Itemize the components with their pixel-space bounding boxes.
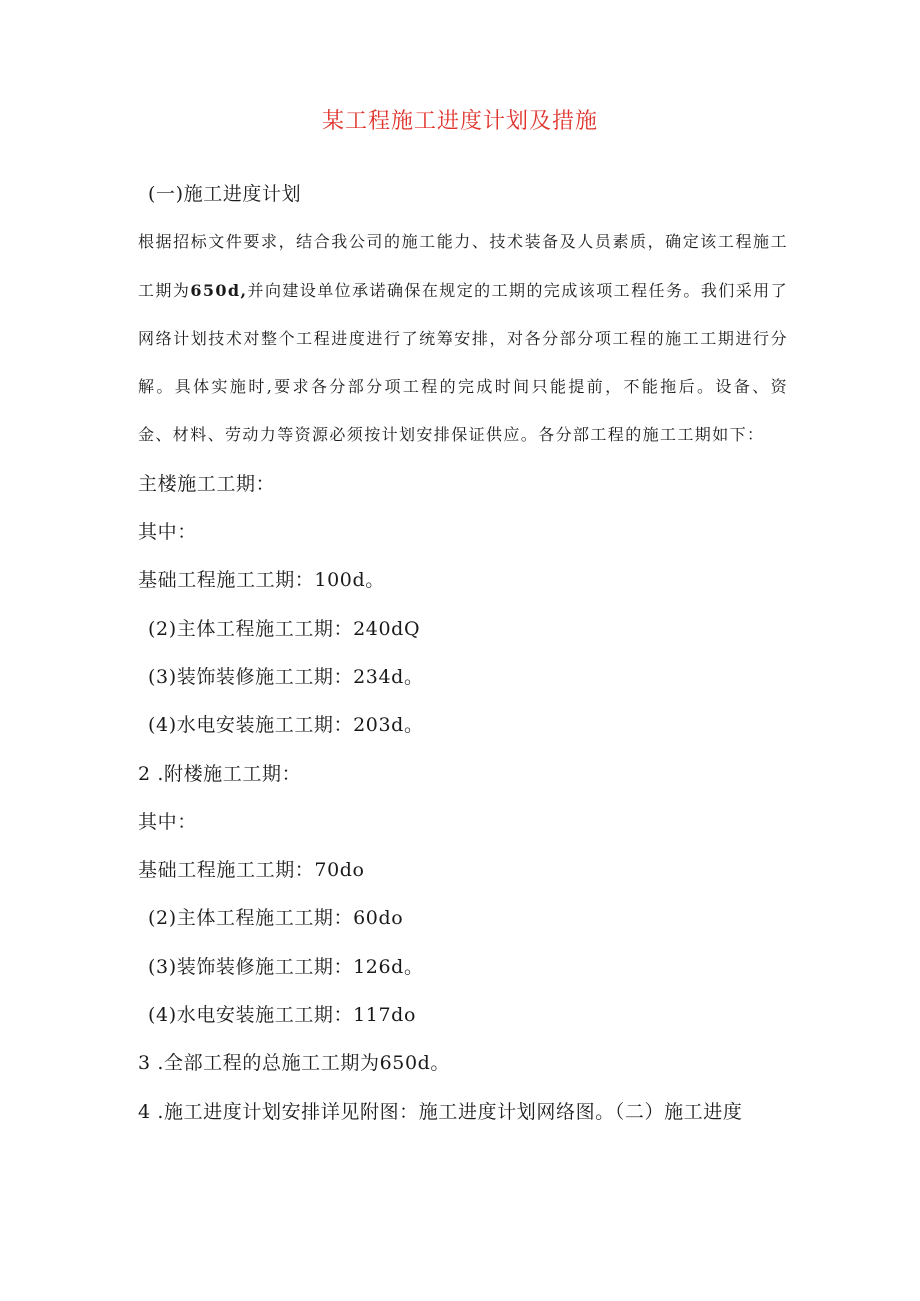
document-title: 某工程施工进度计划及措施	[321, 109, 598, 134]
annex-building-heading: 2 .附楼施工工期：	[138, 762, 302, 785]
document-body	[138, 170, 788, 1136]
annex-item-decoration: (3)装饰装修施工工期：126d。	[148, 955, 424, 978]
main-item-structure: (2)主体工程施工工期：240dQ	[148, 617, 421, 640]
intro-paragraph	[138, 218, 788, 459]
main-item-foundation: 基础工程施工工期：100d。	[138, 569, 385, 592]
main-item-decoration: (3)装饰装修施工工期：234d。	[148, 665, 424, 688]
annex-item-installation: (4)水电安装施工工期：117do	[148, 1004, 416, 1027]
annex-item-foundation: 基础工程施工工期：70do	[138, 859, 365, 882]
main-item-installation: (4)水电安装施工工期：203d。	[148, 714, 424, 737]
total-duration: 3 .全部工程的总施工工期为650d。	[138, 1052, 450, 1075]
annex-item-structure: (2)主体工程施工工期：60do	[148, 907, 404, 930]
annex-building-sub: 其中：	[138, 810, 197, 833]
intro-text-part1: 根据招标文件要求，结合我公司的施工能力、技术装备及人员素质，确定该工程施工工期为	[138, 232, 788, 300]
main-building-sub: 其中：	[138, 521, 197, 544]
main-building-heading: 主楼施工工期：	[138, 472, 276, 495]
network-reference: 4 .施工进度计划安排详见附图：施工进度计划网络图。（二）施工进度	[138, 1100, 743, 1123]
intro-duration-highlight: 650d,	[190, 280, 248, 300]
intro-text-part2: 并向建设单位承诺确保在规定的工期的完成该项工程任务。我们采用了网络计划技术对整个工程进度进行了统筹安排，对各分部分项工程的施工工期进行分解。具体实施时,要求各分部分项工程的完成时间只能提前，不能拖后。设备、资金、材料、劳动力等资源必须按计划安排保证供应。各分部工程的施工工期如下：	[138, 280, 788, 445]
section-heading: (一)施工进度计划	[148, 183, 302, 205]
